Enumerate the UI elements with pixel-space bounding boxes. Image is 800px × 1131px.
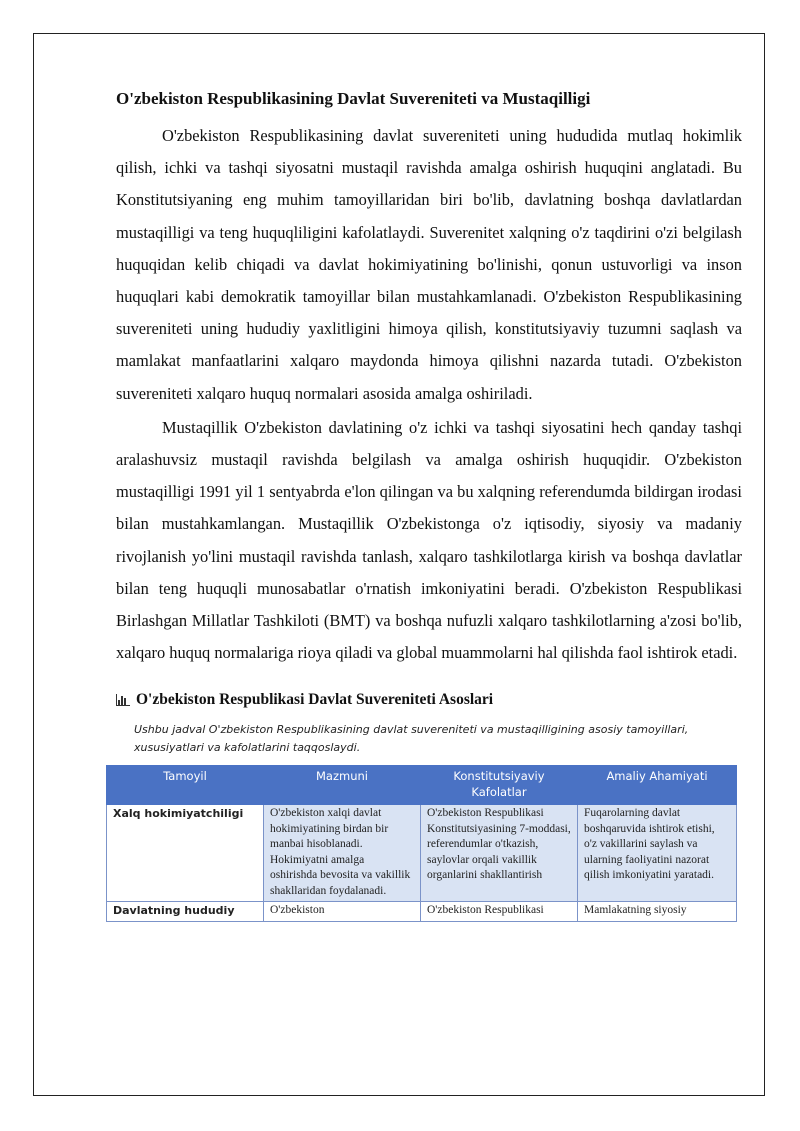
- table-heading: [116, 689, 742, 711]
- table-cell: Xalq hokimiyatchiligi: [107, 805, 264, 902]
- column-header-guarantees: Konstitutsiyaviy Kafolatlar: [421, 766, 578, 805]
- table-cell: O'zbekiston Respublikasi: [421, 902, 578, 922]
- principles-table: [106, 765, 737, 922]
- bar-chart-icon: [116, 694, 130, 706]
- table-cell: O'zbekiston xalqi davlat hokimiyatining birdan bir manbai hisoblanadi. Hokimiyatni amalga oshirishda bevosita va vakillik shakllaridan foydalanadi.: [264, 805, 421, 902]
- table-header-row: [107, 766, 737, 805]
- paragraph-independence: Mustaqillik O'zbekiston davlatining o'z ichki va tashqi siyosatini hech qanday tashqi aralashuvsiz mustaqil ravishda belgilash va amalga oshirish huquqidir. O'zbekiston mustaqilligi 1991 yil 1 sentyabrda e'lon qilingan va bu xalqning referendumda bildirgan irodasi bilan mustahkamlangan. Mustaqillik O'zbekistonga o'z iqtisodiy, siyosiy va madaniy rivojlanish yo'lini mustaqil ravishda tanlash, xalqaro tashkilotlarga kirish va boshqa davlatlar bilan teng huquqli munosabatlar o'rnatish imkoniyatini beradi. O'zbekiston Respublikasi Birlashgan Millatlar Tashkiloti (BMT) va boshqa nufuzli xalqaro tashkilotlarning a'zosi bo'lib, xalqaro huquq normalariga rioya qiladi va global muammolarni hal qilishda faol ishtirok etadi.: [116, 417, 742, 663]
- table-cell: O'zbekiston: [264, 902, 421, 922]
- document-title: O'zbekiston Respublikasining Davlat Suvereniteti va Mustaqilligi: [116, 89, 591, 108]
- table-cell: Fuqarolarning davlat boshqaruvida ishtirok etishi, o'z vakillarini saylash va ularning faoliyatini nazorat qilish imkoniyatini yaratadi.: [578, 805, 737, 902]
- table-caption: Ushbu jadval O'zbekiston Respublikasining davlat suvereniteti va mustaqilligining asosiy tamoyillari, xususiyatlari va kafolatlarini taqqoslaydi.: [134, 723, 689, 755]
- table-row: [107, 902, 737, 922]
- column-header-content: Mazmuni: [264, 766, 421, 805]
- column-header-principle: Tamoyil: [107, 766, 264, 805]
- paragraph-sovereignty: O'zbekiston Respublikasining davlat suvereniteti uning hududida mutlaq hokimlik qilish, ichki va tashqi siyosatni mustaqil ravishda amalga oshirish huquqini anglatadi. Bu Konstitutsiyaning eng muhim tamoyillaridan biri bo'lib, davlatning boshqa davlatlardan mustaqilligi va teng huquqliligini kafolatlaydi. Suverenitet xalqning o'z taqdirini o'zi belgilash huquqidan kelib chiqadi va davlat hokimiyatining bo'linishi, qonun ustuvorligi va inson huquqlari kabi demokratik tamoyillar bilan mustahkamlanadi. O'zbekiston Respublikasining suvereniteti uning hududiy yaxlitligini himoya qilish, konstitutsiyaviy tuzumni saqlash va mamlakat manfaatlarini xalqaro maydonda himoya qilishni nazarda tutadi. O'zbekiston suvereniteti xalqaro huquq normalari asosida amalga oshiriladi.: [116, 126, 742, 403]
- table-cell: Mamlakatning siyosiy: [578, 902, 737, 922]
- column-header-significance: Amaliy Ahamiyati: [578, 766, 737, 805]
- table-heading-text: O'zbekiston Respublikasi Davlat Suvereniteti Asoslari: [136, 691, 494, 709]
- table-cell: O'zbekiston Respublikasi Konstitutsiyasining 7-moddasi, referendumlar o'tkazish, saylovlar orqali vakillik organlarini shakllantirish: [421, 805, 578, 902]
- document-body: [113, 86, 742, 922]
- table-row: [107, 805, 737, 902]
- table-cell: Davlatning hududiy: [107, 902, 264, 922]
